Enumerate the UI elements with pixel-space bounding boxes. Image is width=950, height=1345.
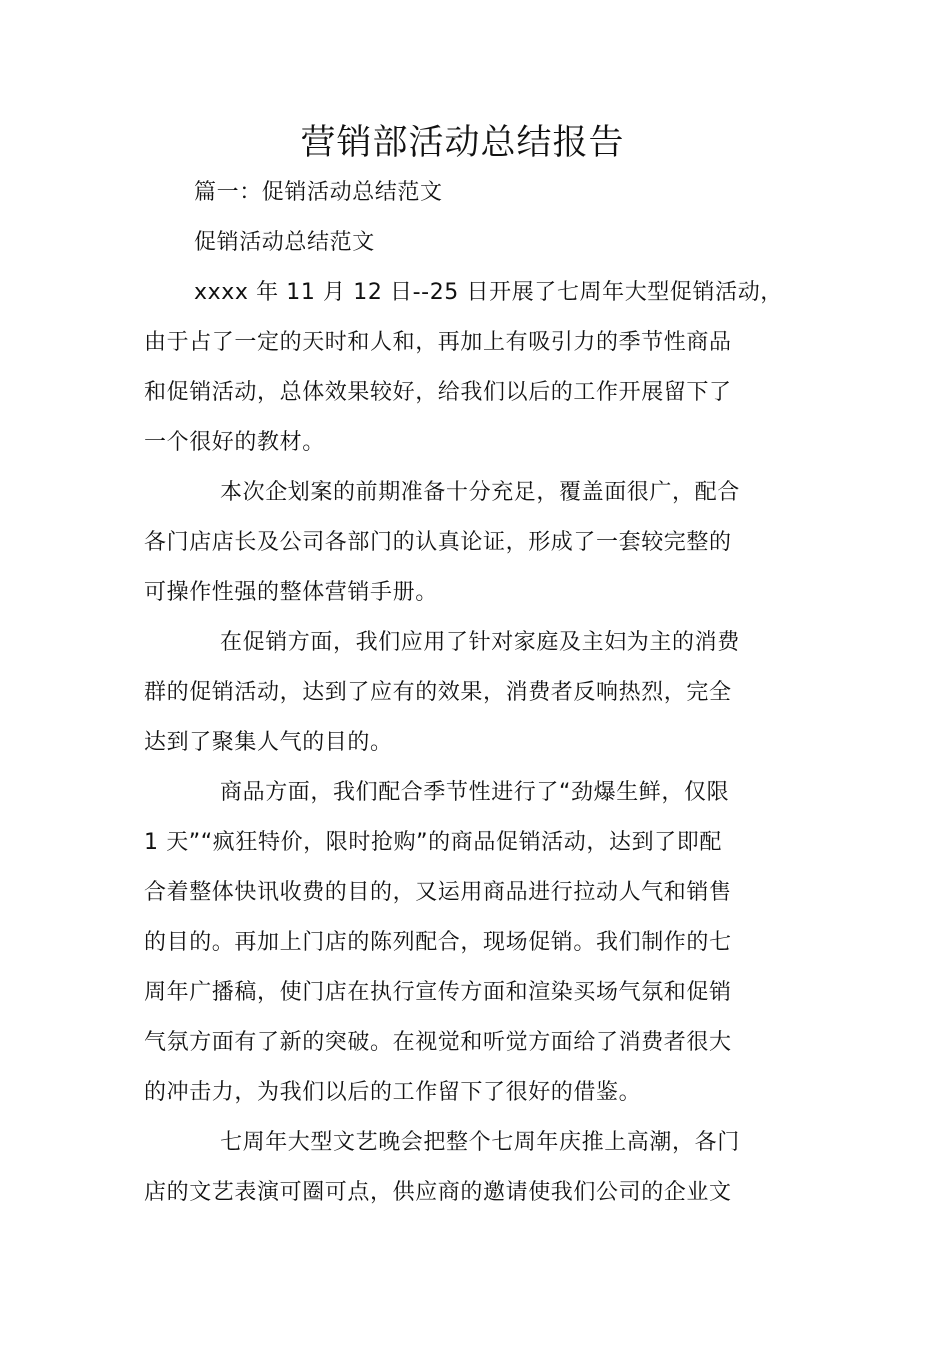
paragraph-line: 在促销方面，我们应用了针对家庭及主妇为主的消费 <box>220 630 740 655</box>
document-title: 营销部活动总结报告 <box>300 123 625 163</box>
paragraph-line: 气氛方面有了新的突破。在视觉和听觉方面给了消费者很大 <box>144 1030 732 1055</box>
paragraph-line: 由于占了一定的天时和人和，再加上有吸引力的季节性商品 <box>144 330 732 355</box>
paragraph-line: 店的文艺表演可圈可点，供应商的邀请使我们公司的企业文 <box>144 1180 732 1205</box>
paragraph-line: 一个很好的教材。 <box>144 430 325 455</box>
paragraph-line: 的目的。再加上门店的陈列配合，现场促销。我们制作的七 <box>144 930 732 955</box>
paragraph-line: 各门店店长及公司各部门的认真论证，形成了一套较完整的 <box>144 530 732 555</box>
paragraph-line: 合着整体快讯收费的目的，又运用商品进行拉动人气和销售 <box>144 880 732 905</box>
paragraph-line: 和促销活动，总体效果较好，给我们以后的工作开展留下了 <box>144 380 732 405</box>
paragraph-line: 达到了聚集人气的目的。 <box>144 730 393 755</box>
paragraph-line: 七周年大型文艺晚会把整个七周年庆推上高潮，各门 <box>220 1130 740 1155</box>
paragraph-line: 群的促销活动，达到了应有的效果，消费者反响热烈，完全 <box>144 680 732 705</box>
paragraph-line: 的冲击力，为我们以后的工作留下了很好的借鉴。 <box>144 1080 642 1105</box>
paragraph-line: 1 天”“疯狂特价，限时抢购”的商品促销活动，达到了即配 <box>144 830 722 855</box>
paragraph-line: 本次企划案的前期准备十分充足，覆盖面很广，配合 <box>220 480 740 505</box>
paragraph-line: 周年广播稿，使门店在执行宣传方面和渲染买场气氛和促销 <box>144 980 732 1005</box>
paragraph-line: 商品方面，我们配合季节性进行了“劲爆生鲜，仅限 <box>220 780 730 805</box>
subheading: 促销活动总结范文 <box>194 230 375 255</box>
section-heading: 篇一：促销活动总结范文 <box>194 180 443 205</box>
paragraph-line: 可操作性强的整体营销手册。 <box>144 580 438 605</box>
paragraph-line: xxxx 年 11 月 12 日--25 日开展了七周年大型促销活动， <box>194 280 783 305</box>
